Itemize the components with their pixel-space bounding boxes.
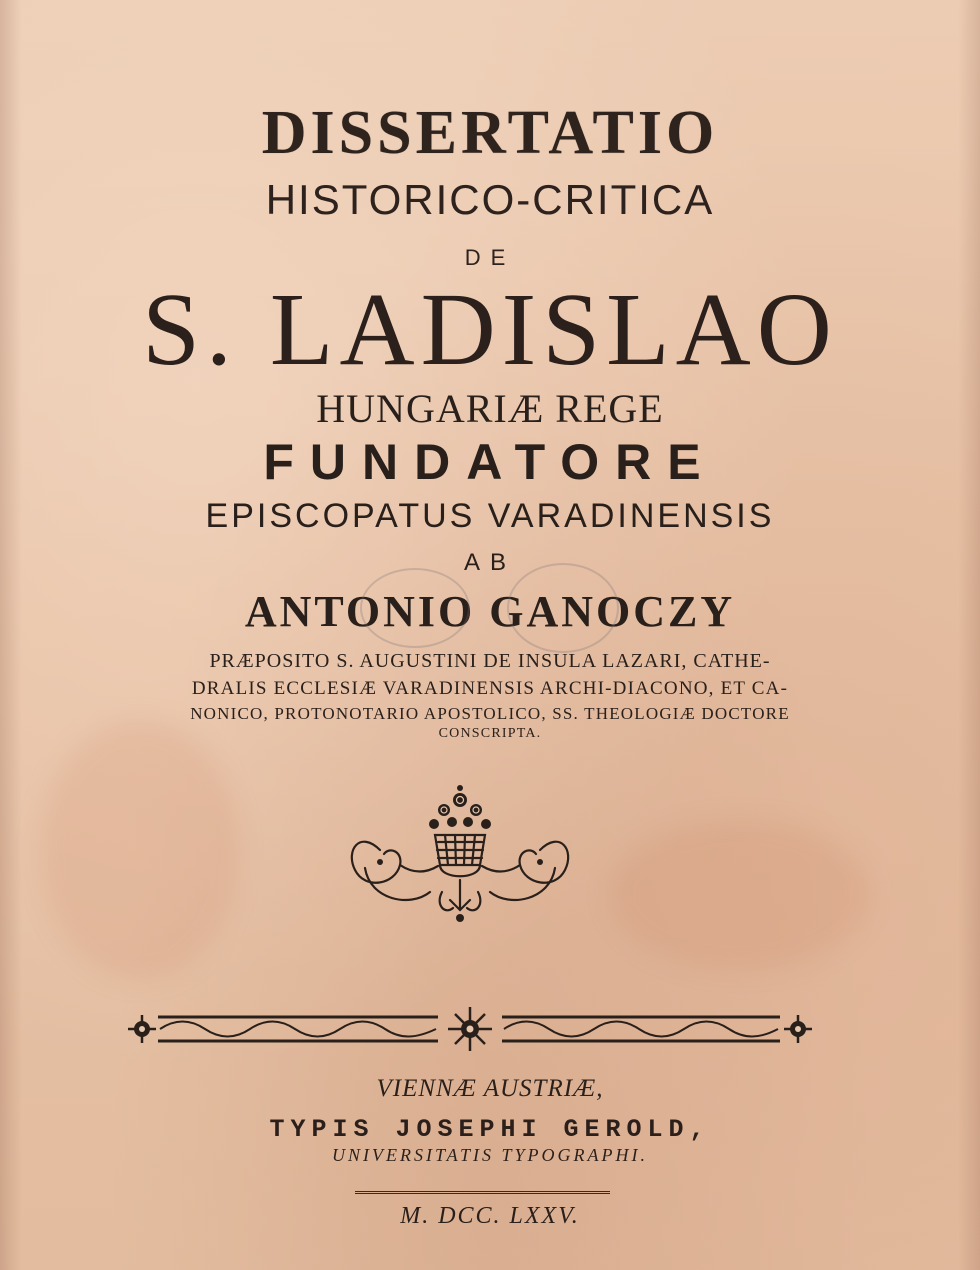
imprint-date: M. DCC. LXXV. [400, 1203, 580, 1229]
paper-stain [610, 820, 870, 970]
title-line-de: DE [464, 245, 516, 270]
imprint-printer-role: UNIVERSITATIS TYPOGRAPHI. [332, 1145, 648, 1165]
imprint-printer: TYPIS JOSEPHI GEROLD, [269, 1115, 711, 1144]
date-divider [355, 1191, 610, 1194]
title-line-s-ladislao: S. LADISLAO [142, 272, 838, 387]
paper-stain [40, 720, 240, 980]
decorative-rule-icon [120, 1003, 820, 1063]
title-line-dissertatio: DISSERTATIO [261, 99, 719, 167]
title-line-episcopatus-varadinensis: EPISCOPATUS VARADINENSIS [205, 497, 775, 535]
author-name: ANTONIO GANOCZY [244, 587, 736, 636]
imprint-place: VIENNÆ AUSTRIÆ, [376, 1075, 604, 1102]
title-line-ab: AB [463, 549, 516, 576]
author-credit-line: DRALIS ECCLESIÆ VARADINENSIS ARCHI-DIACONO, ET CA- [191, 678, 789, 699]
flower-basket-ornament-icon [340, 780, 580, 928]
author-credit-line: PRÆPOSITO S. AUGUSTINI DE INSULA LAZARI, CATHE- [209, 650, 771, 672]
author-credit-line: CONSCRIPTA. [438, 726, 542, 741]
title-line-historico-critica: HISTORICO-CRITICA [265, 176, 715, 223]
title-line-fundatore: FUNDATORE [263, 434, 717, 490]
title-line-hungariae-rege: HUNGARIÆ REGE [316, 386, 664, 431]
author-credit-line: NONICO, PROTONOTARIO APOSTOLICO, SS. THEOLOGIÆ DOCTORE [190, 704, 790, 723]
